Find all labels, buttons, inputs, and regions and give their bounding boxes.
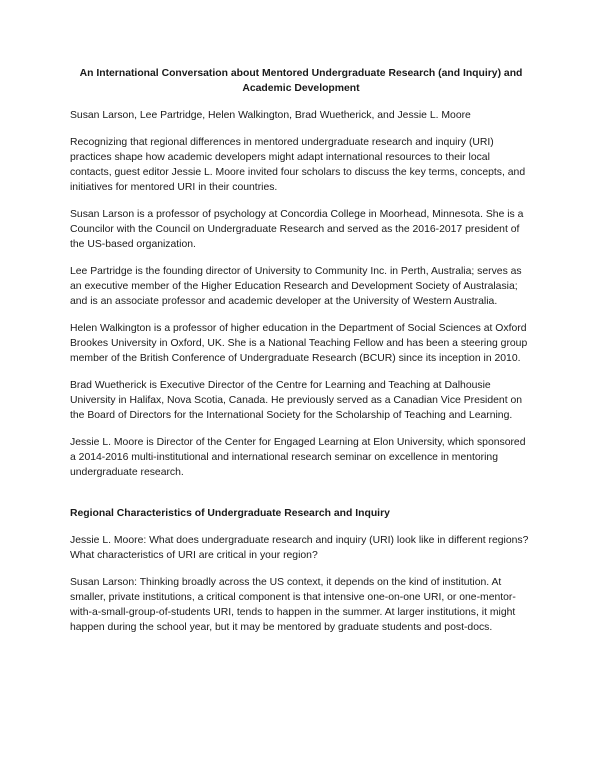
section-heading: Regional Characteristics of Undergraduate Research and Inquiry xyxy=(70,508,390,519)
bio-paragraph-partridge: Lee Partridge is the founding director of University to Community Inc. in Perth, Australia; serves as an executive member of the Higher Education Research and Development Society of Australasia; and is an associate professor and academic developer at the University of Western Australia. xyxy=(70,266,522,307)
document-page xyxy=(70,66,532,647)
answer-paragraph: Susan Larson: Thinking broadly across the US context, it depends on the kind of institution. At smaller, private institutions, a critical component is that intensive one-on-one URI, or one-mentor-with-a-small-group-of-students URI, tends to happen in the summer. At larger institutions, it might happen during the school year, but it may be mentored by graduate students and post-docs. xyxy=(70,577,516,633)
bio-paragraph-moore: Jessie L. Moore is Director of the Center for Engaged Learning at Elon University, which sponsored a 2014-2016 multi-institutional and international research seminar on excellence in mentoring undergraduate research. xyxy=(70,437,526,478)
bio-paragraph-wuetherick: Brad Wuetherick is Executive Director of the Centre for Learning and Teaching at Dalhousie University in Halifax, Nova Scotia, Canada. He previously served as a Canadian Vice President on the Board of Directors for the International Society for the Scholarship of Teaching and Learning. xyxy=(70,380,523,421)
question-paragraph: Jessie L. Moore: What does undergraduate research and inquiry (URI) look like in different regions? What characteristics of URI are critical in your region? xyxy=(70,535,529,561)
bio-paragraph-larson: Susan Larson is a professor of psychology at Concordia College in Moorhead, Minnesota. She is a Councilor with the Council on Undergraduate Research and served as the 2016-2017 president of the US-based organization. xyxy=(70,209,524,250)
author-list: Susan Larson, Lee Partridge, Helen Walkington, Brad Wuetherick, and Jessie L. Moore xyxy=(70,110,471,121)
intro-paragraph: Recognizing that regional differences in mentored undergraduate research and inquiry (URI) practices shape how academic developers might adapt international resources to their local contacts, guest editor Jessie L. Moore invited four scholars to discuss the key terms, concepts, and initiatives for mentored URI in their countries. xyxy=(70,137,526,193)
document-title: An International Conversation about Mentored Undergraduate Research (and Inquiry) and Academic Development xyxy=(79,68,523,94)
bio-paragraph-walkington: Helen Walkington is a professor of higher education in the Department of Social Sciences at Oxford Brookes University in Oxford, UK. She is a National Teaching Fellow and has been a steering group member of the British Conference of Undergraduate Research (BCUR) since its inception in 2010. xyxy=(70,323,528,364)
